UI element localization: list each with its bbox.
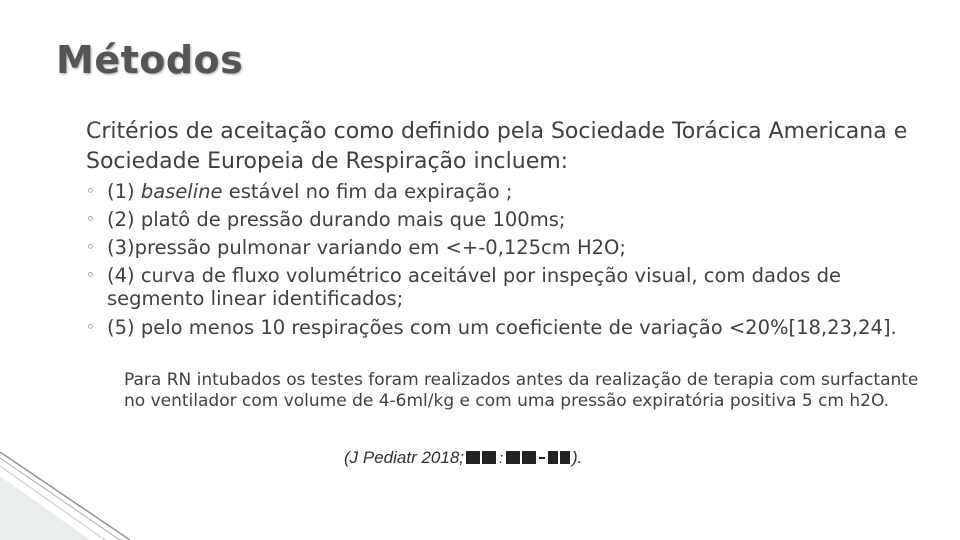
corner-decoration: [0, 452, 140, 540]
citation-prefix: (J Pediatr 2018;: [344, 448, 465, 467]
circle-bullet-icon: ◦: [86, 266, 95, 284]
criterion-item: [86, 236, 937, 259]
intro-text: Critérios de aceitação como definido pela Sociedade Torácica Americana e Sociedade Europeia de Respiração incluem:: [86, 119, 908, 174]
circle-bullet-icon: ◦: [86, 182, 95, 200]
slide-title: Métodos: [56, 38, 244, 82]
criterion-text: (3)pressão pulmonar variando em <+-0,125cm H2O;: [107, 236, 626, 259]
criterion-text: (5) pelo menos 10 respirações com um coeficiente de variação <20%[18,23,24].: [107, 316, 897, 339]
criterion-italic: baseline: [140, 180, 223, 203]
citation: [344, 448, 582, 468]
circle-bullet-icon: ◦: [86, 318, 95, 336]
sub-note: [104, 370, 934, 412]
criterion-item: [86, 180, 937, 203]
circle-bullet-icon: ◦: [86, 210, 95, 228]
criterion-text: estável no fim da expiração ;: [222, 180, 513, 203]
criterion-item: [86, 208, 937, 231]
criterion-text: (4) curva de fluxo volumétrico aceitável por inspeção visual, com dados de segmento linear identificados;: [107, 264, 841, 310]
criterion-text: (2) platô de pressão durando mais que 100ms;: [107, 208, 566, 231]
criterion-item: [86, 264, 937, 310]
criterion-item: [86, 316, 937, 339]
citation-suffix: ).: [572, 448, 583, 467]
criterion-number: (1): [107, 180, 141, 203]
sub-note-text: Para RN intubados os testes foram realizados antes da realização de terapia com surfactante no ventilador com volume de 4-6ml/kg e com uma pressão expiratória positiva 5 cm h2O.: [124, 370, 919, 411]
redacted-citation-block: [464, 449, 572, 465]
circle-bullet-icon: ◦: [86, 238, 95, 256]
svg-text::: :: [499, 450, 504, 465]
